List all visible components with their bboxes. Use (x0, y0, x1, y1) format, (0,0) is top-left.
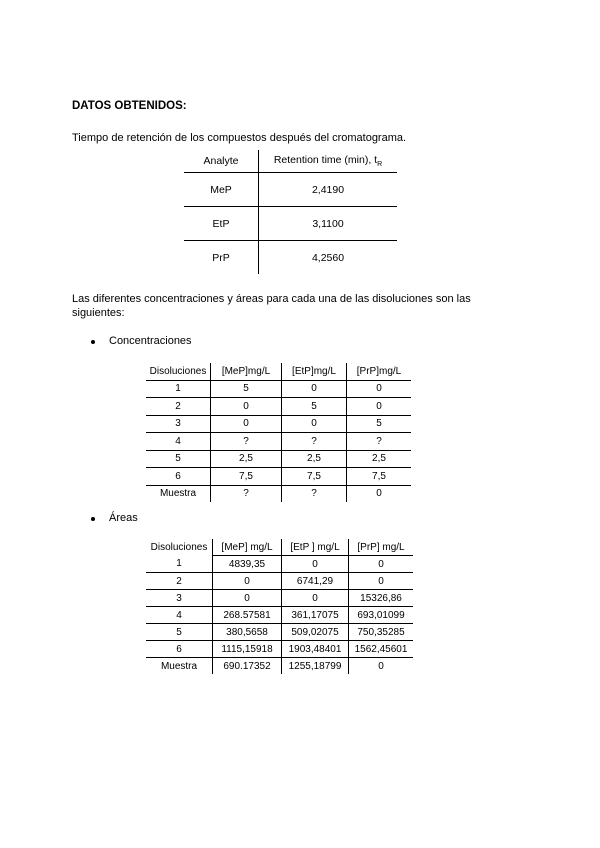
table-cell: 7,5 (347, 468, 412, 486)
header-analyte: Analyte (184, 150, 259, 173)
header-disoluciones: Disoluciones (146, 363, 211, 380)
header-disoluciones: Disoluciones (146, 539, 213, 556)
bullet-dot (91, 340, 95, 344)
table-cell: ? (211, 433, 282, 451)
retention-cell: 2,4190 (311, 183, 345, 196)
table-row (146, 415, 411, 433)
table-cell: 4839,35 (213, 556, 282, 573)
table-cell: 3 (146, 415, 211, 433)
table-cell: 5 (282, 398, 347, 416)
table-cell: 0 (282, 556, 349, 573)
table-cell: 509,02075 (282, 624, 349, 641)
header-subscript: R (377, 161, 383, 169)
table-cell: 0 (282, 415, 347, 433)
header-prp: [PrP] mg/L (349, 539, 414, 556)
table-cell: 5 (211, 380, 282, 398)
table-cell: 7,5 (211, 468, 282, 486)
table-cell: 0 (211, 415, 282, 433)
table-cell: 1115,15918 (213, 641, 282, 658)
table-cell: 5 (146, 450, 211, 468)
intro-text: Tiempo de retención de los compuestos después del cromatograma. (72, 132, 407, 144)
areas-table (146, 539, 413, 674)
table-row (146, 450, 411, 468)
retention-time-table (184, 150, 397, 274)
table-cell: 2,5 (347, 450, 412, 468)
table-cell: 1903,48401 (282, 641, 349, 658)
bullet-areas: Áreas (109, 512, 138, 524)
table-row (146, 624, 413, 641)
table-cell: 2 (146, 398, 211, 416)
table-cell: 0 (213, 573, 282, 590)
table-row (146, 658, 413, 675)
table-row (146, 556, 413, 573)
table-cell: 750,35285 (349, 624, 414, 641)
table-row (146, 468, 411, 486)
retention-cell: 3,1100 (259, 207, 398, 241)
table-cell: 0 (213, 590, 282, 607)
table-cell: 1562,45601 (349, 641, 414, 658)
table-row (146, 641, 413, 658)
table-header-row (146, 363, 411, 380)
section-heading: DATOS OBTENIDOS: (72, 100, 187, 112)
table-cell: 0 (347, 380, 412, 398)
table-cell: 1 (146, 556, 213, 573)
table-row (146, 433, 411, 451)
paragraph-line-1: Las diferentes concentraciones y áreas para cada una de las disoluciones son las (72, 293, 471, 305)
table-cell: 0 (282, 590, 349, 607)
header-retention-time-label: Retention time (min), t (273, 153, 378, 166)
header-etp: [EtP ] mg/L (282, 539, 349, 556)
table-cell: 0 (349, 556, 414, 573)
table-row (146, 485, 411, 502)
paragraph-line-2: siguientes: (72, 307, 125, 319)
header-retention-time (259, 150, 398, 173)
table-cell: 361,17075 (282, 607, 349, 624)
analyte-cell: PrP (184, 241, 259, 275)
table-cell: 0 (347, 398, 412, 416)
table-cell: Muestra (146, 658, 213, 675)
table-row (146, 573, 413, 590)
table-cell: Muestra (146, 485, 211, 502)
table-cell: 6741,29 (282, 573, 349, 590)
table-cell: 5 (347, 415, 412, 433)
table-cell: 5 (146, 624, 213, 641)
table-row (184, 241, 397, 275)
table-cell: 0 (349, 573, 414, 590)
table-cell: 0 (211, 398, 282, 416)
table-cell: 4 (146, 433, 211, 451)
table-cell: 2 (146, 573, 213, 590)
header-etp: [EtP]mg/L (282, 363, 347, 380)
table-cell: 693,01099 (349, 607, 414, 624)
header-mep: [MeP]mg/L (211, 363, 282, 380)
bullet-concentraciones: Concentraciones (109, 335, 192, 347)
table-row (184, 173, 397, 207)
table-cell: ? (282, 433, 347, 451)
table-header-row (184, 150, 397, 173)
table-cell: 3 (146, 590, 213, 607)
table-cell: 2,5 (211, 450, 282, 468)
concentrations-table (146, 363, 411, 502)
analyte-cell: MeP (184, 173, 259, 207)
table-header-row (146, 539, 413, 556)
table-cell: 268.57581 (213, 607, 282, 624)
table-cell: ? (282, 485, 347, 502)
header-prp: [PrP]mg/L (347, 363, 412, 380)
table-cell: 6 (146, 641, 213, 658)
table-row (146, 590, 413, 607)
header-mep: [MeP] mg/L (213, 539, 282, 556)
table-cell: 0 (378, 660, 384, 672)
table-cell: 690.17352 (213, 658, 282, 675)
table-row (184, 207, 397, 241)
retention-cell: 4,2560 (259, 241, 398, 275)
table-cell: 0 (282, 380, 347, 398)
table-cell: 0 (376, 488, 382, 500)
table-row (146, 380, 411, 398)
table-row (146, 607, 413, 624)
analyte-cell: EtP (184, 207, 259, 241)
table-cell: 4 (146, 607, 213, 624)
table-cell: 380,5658 (213, 624, 282, 641)
table-cell: ? (211, 485, 282, 502)
table-cell: 6 (146, 468, 211, 486)
bullet-dot (91, 517, 95, 521)
table-cell: 1 (146, 380, 211, 398)
table-cell: 15326,86 (349, 590, 414, 607)
table-row (146, 398, 411, 416)
table-cell: 1255,18799 (282, 658, 349, 675)
table-cell: ? (347, 433, 412, 451)
table-cell: 2,5 (282, 450, 347, 468)
table-cell: 7,5 (282, 468, 347, 486)
